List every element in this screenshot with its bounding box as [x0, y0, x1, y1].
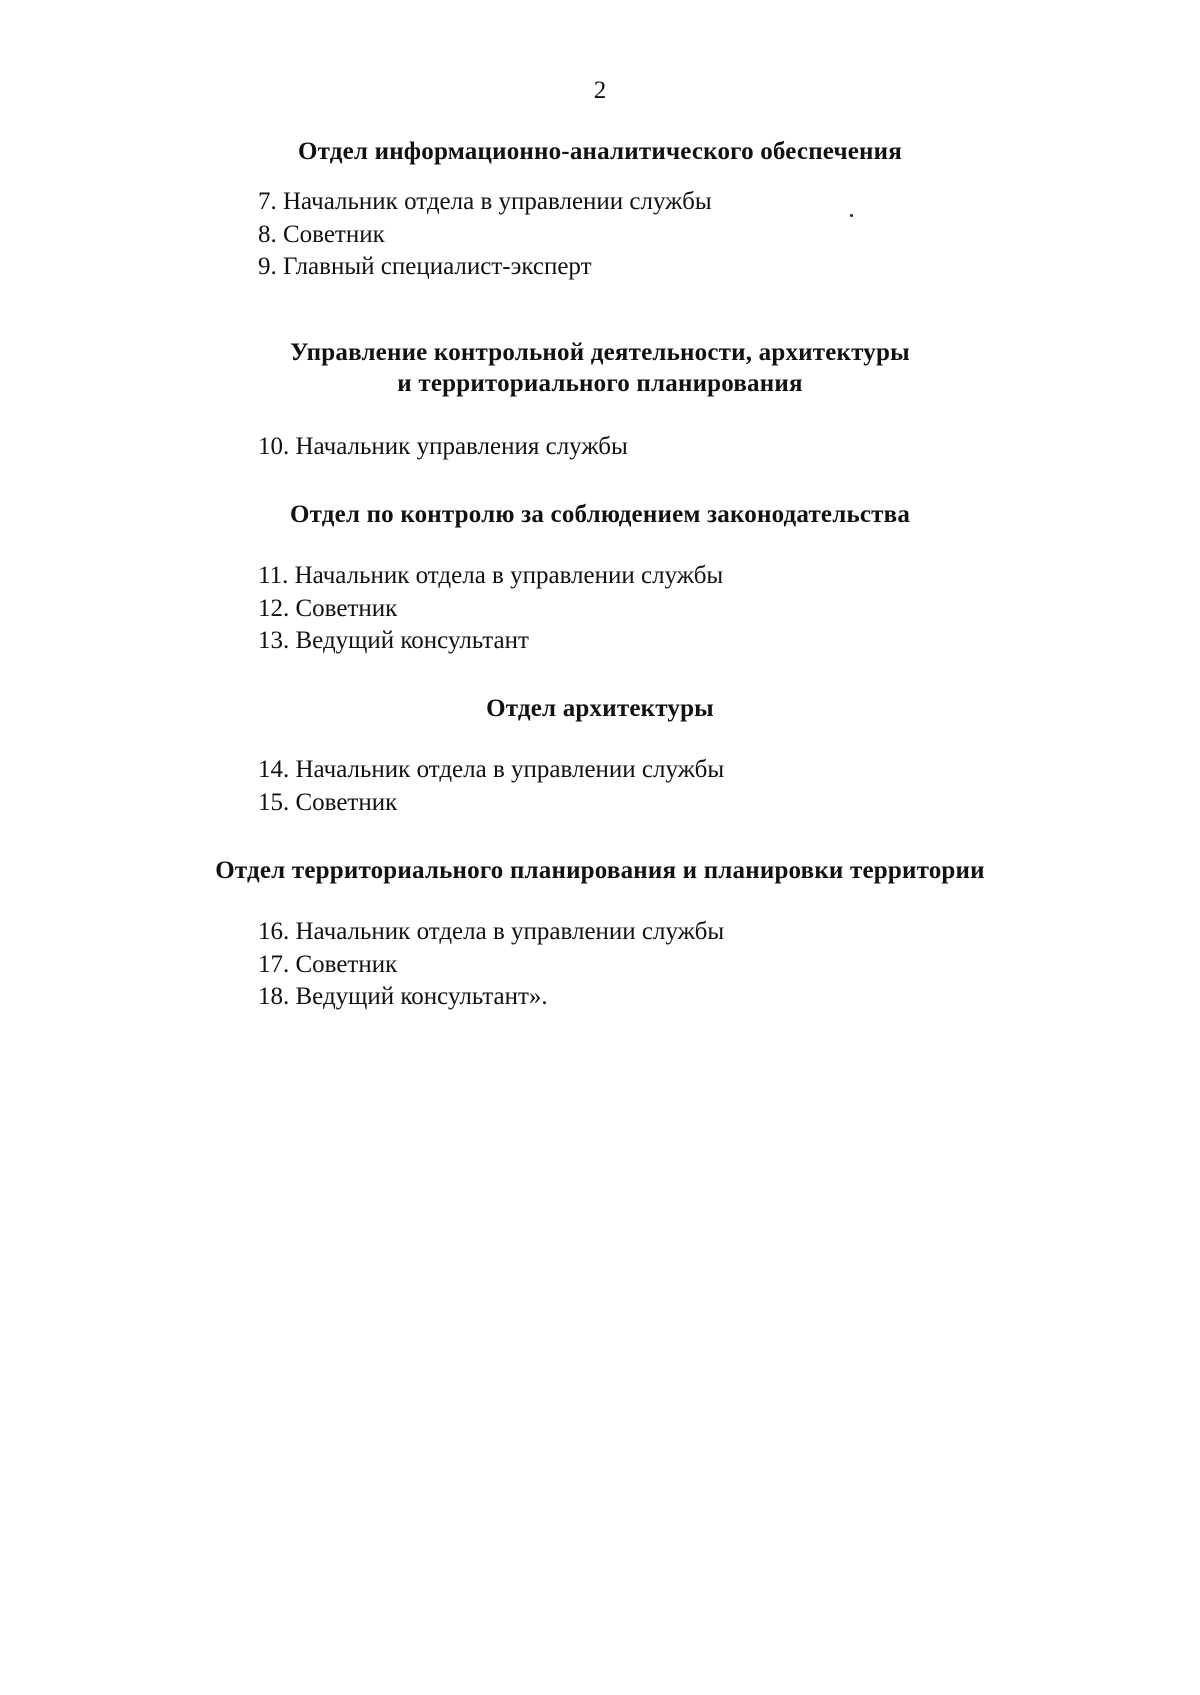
- position-list: [0, 186, 1158, 284]
- list-item: 9. Главный специалист-эксперт: [258, 253, 592, 280]
- list-item: 18. Ведущий консультант».: [258, 983, 548, 1010]
- heading-line: Отдел архитектуры: [486, 695, 714, 722]
- section-heading: [0, 337, 1200, 399]
- section-heading: [0, 499, 1200, 530]
- list-item: 10. Начальник управления службы: [258, 433, 628, 460]
- list-item: 12. Советник: [258, 594, 398, 622]
- list-item: 13. Ведущий консультант: [258, 627, 529, 654]
- page-number: 2: [593, 77, 607, 104]
- list-item: 17. Советник: [258, 950, 398, 978]
- stray-dot: [850, 214, 853, 217]
- list-item: 14. Начальник отдела в управлении службы: [258, 756, 725, 783]
- section-heading: [0, 693, 1200, 724]
- section-control-architecture: [0, 337, 1200, 399]
- heading-line: и территориального планирования: [397, 370, 803, 397]
- section-info-analytics: [0, 136, 1200, 167]
- section-architecture: [0, 693, 1200, 724]
- section-heading: [0, 136, 1200, 167]
- position-list: [0, 916, 1158, 1014]
- section-territorial-planning: [0, 855, 1200, 886]
- heading-line: Отдел информационно-аналитического обеспечения: [297, 138, 902, 165]
- list-item: 8. Советник: [258, 220, 385, 248]
- list-item: 16. Начальник отдела в управлении службы: [258, 918, 725, 945]
- list-item: 15. Советник: [258, 788, 398, 816]
- section-legislation-control: [0, 499, 1200, 530]
- position-list: [0, 754, 1158, 819]
- heading-line: Управление контрольной деятельности, архитектуры: [290, 339, 910, 366]
- heading-line: Отдел по контролю за соблюдением законодательства: [289, 501, 911, 528]
- position-list: [0, 560, 1158, 658]
- heading-line: Отдел территориального планирования и планировки территории: [215, 857, 985, 884]
- list-item: 11. Начальник отдела в управлении службы: [258, 562, 724, 589]
- position-list: [0, 431, 1158, 464]
- list-item: 7. Начальник отдела в управлении службы: [258, 188, 712, 215]
- section-heading: [0, 855, 1200, 886]
